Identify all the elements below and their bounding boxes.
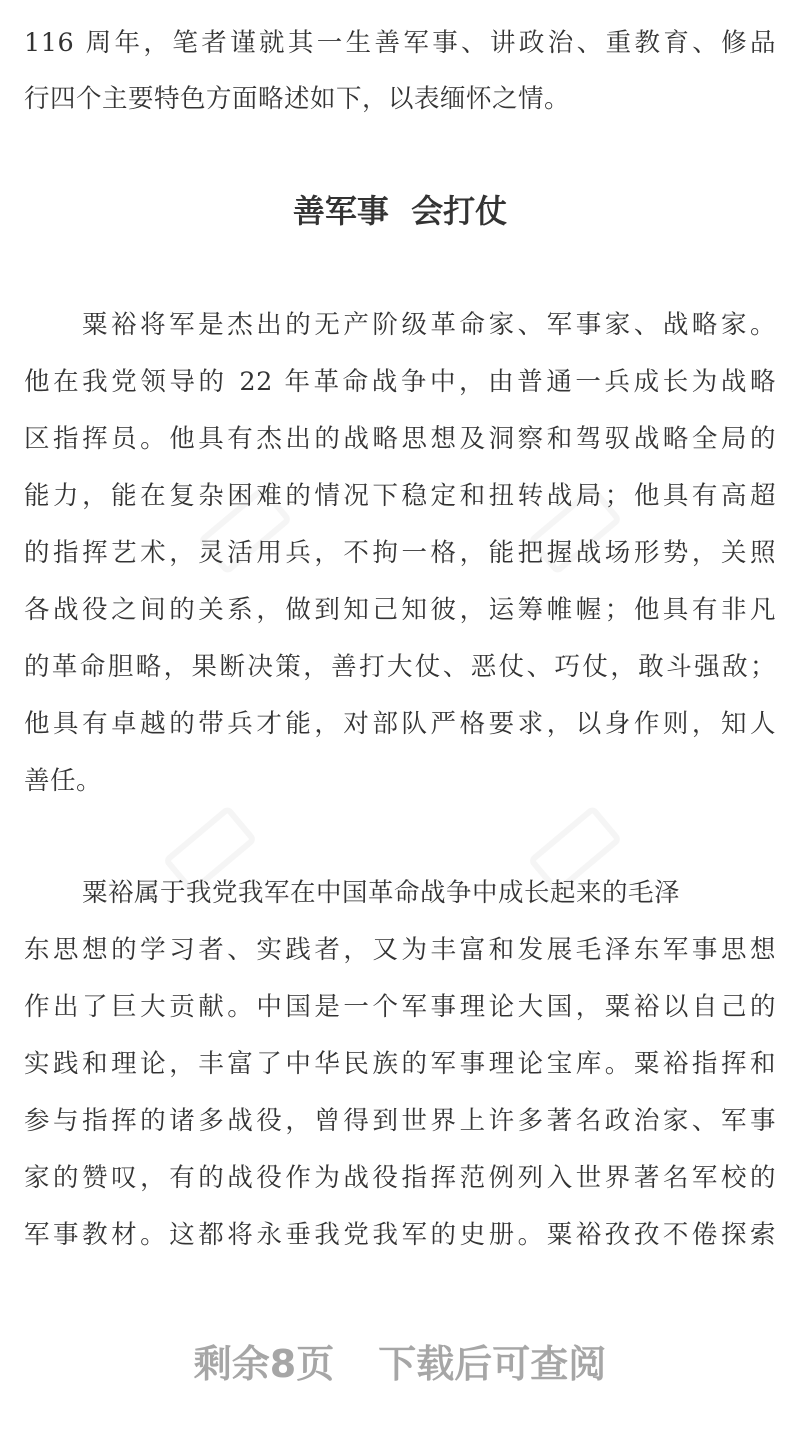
remaining-pages-label: 剩余8页 <box>193 1342 335 1386</box>
paragraph-line: 军事教材。这都将永垂我党我军的史册。粟裕孜孜不倦探索 <box>24 1220 776 1250</box>
paragraph-line: 善任。 <box>24 766 103 796</box>
paragraph-line: 实践和理论，丰富了中华民族的军事理论宝库。粟裕指挥和 <box>24 1049 776 1079</box>
paragraph-line: 作出了巨大贡献。中国是一个军事理论大国，粟裕以自己的 <box>24 992 776 1022</box>
paragraph-line: 区指挥员。他具有杰出的战略思想及洞察和驾驭战略全局的 <box>24 424 776 454</box>
section-heading: 善军事 会打仗 <box>292 192 508 230</box>
paragraph-line: 粟裕属于我党我军在中国革命战争中成长起来的毛泽 <box>82 878 681 908</box>
paragraph-line: 粟裕将军是杰出的无产阶级革命家、军事家、战略家。 <box>82 310 776 340</box>
paragraph-line: 能力，能在复杂困难的情况下稳定和扭转战局；他具有高超 <box>24 481 776 511</box>
intro-line: 116 周年，笔者谨就其一生善军事、讲政治、重教育、修品 <box>24 28 776 58</box>
paragraph-line: 各战役之间的关系，做到知己知彼，运筹帷幄；他具有非凡 <box>24 595 776 625</box>
paragraph-line: 东思想的学习者、实践者，又为丰富和发展毛泽东军事思想 <box>24 935 776 965</box>
download-prompt[interactable] <box>0 1336 800 1392</box>
intro-line: 行四个主要特色方面略述如下，以表缅怀之情。 <box>24 84 571 114</box>
paragraph-line: 的指挥艺术，灵活用兵，不拘一格，能把握战场形势，关照 <box>24 538 776 568</box>
paragraph-line: 他在我党领导的 22 年革命战争中，由普通一兵成长为战略 <box>24 367 776 397</box>
paragraph-line: 参与指挥的诸多战役，曾得到世界上许多著名政治家、军事 <box>24 1106 776 1136</box>
paragraph-line: 他具有卓越的带兵才能，对部队严格要求，以身作则，知人 <box>24 709 776 739</box>
download-to-view-label: 下载后可查阅 <box>378 1342 607 1386</box>
paragraph-line: 家的赞叹，有的战役作为战役指挥范例列入世界著名军校的 <box>24 1163 776 1193</box>
paragraph-line: 的革命胆略，果断决策，善打大仗、恶仗、巧仗，敢斗强敌； <box>24 652 776 682</box>
